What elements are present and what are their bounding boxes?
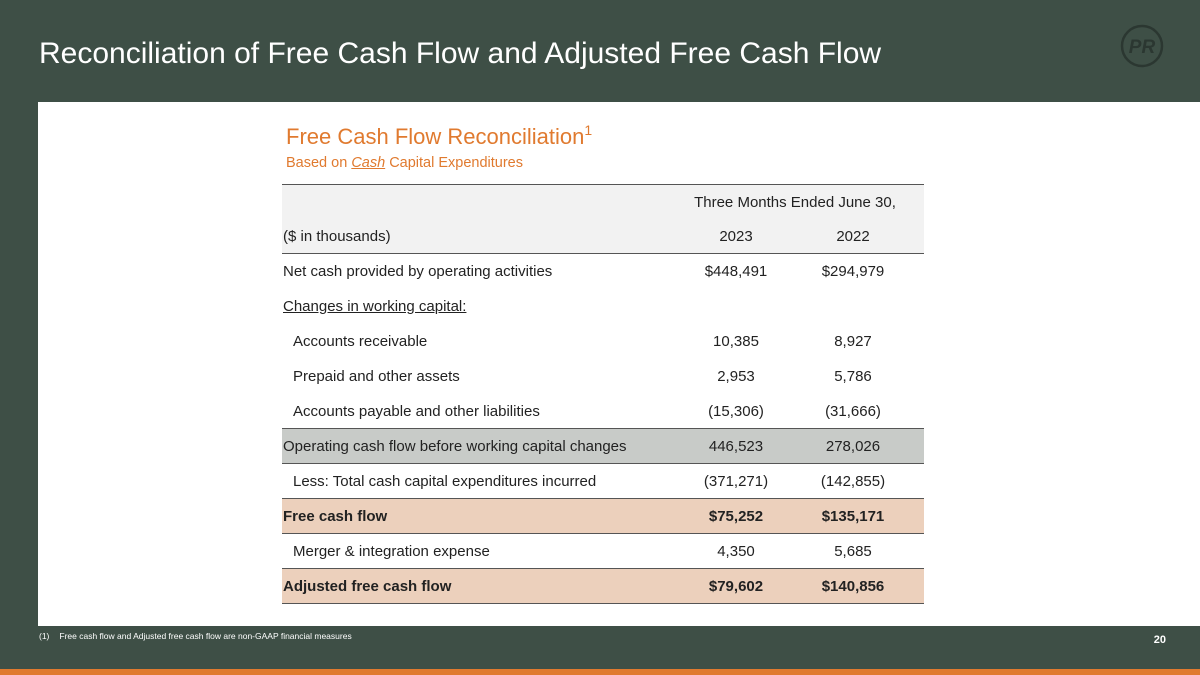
table-row-total: Free cash flow $75,252 $135,171 xyxy=(282,499,924,534)
table-row-subtotal: Operating cash flow before working capital changes 446,523 278,026 xyxy=(282,429,924,464)
table-row: Merger & integration expense 4,350 5,685 xyxy=(282,534,924,569)
table-row: Accounts payable and other liabilities (15,306) (31,666) xyxy=(282,394,924,429)
table-header-years xyxy=(282,219,924,254)
footnote-marker: 1 xyxy=(584,122,593,138)
reconciliation-table xyxy=(282,184,924,604)
unit-label: ($ in thousands) xyxy=(283,228,391,245)
table-row: Less: Total cash capital expenditures incurred (371,271) (142,855) xyxy=(282,464,924,499)
slide-title: Reconciliation of Free Cash Flow and Adjusted Free Cash Flow xyxy=(39,37,882,70)
section-title: Free Cash Flow Reconciliation$^1$ xyxy=(286,122,593,149)
year-header-2022: 2022 xyxy=(836,228,870,245)
company-logo xyxy=(1120,24,1164,68)
table-row: Prepaid and other assets 2,953 5,786 xyxy=(293,368,872,385)
table-header-period xyxy=(282,184,924,219)
section-subtitle: Based on Cash Capital Expenditures xyxy=(286,155,523,171)
table-row-total: Adjusted free cash flow $79,602 $140,856 xyxy=(282,569,924,604)
period-header: Three Months Ended June 30, xyxy=(678,185,912,220)
footnote: (1) Free cash flow and Adjusted free cash flow are non-GAAP financial measures xyxy=(39,631,352,641)
table-row: Accounts receivable 10,385 8,927 xyxy=(293,333,872,350)
table-row: Changes in working capital: xyxy=(283,298,467,315)
svg-text:PR: PR xyxy=(1128,37,1156,58)
year-header-2023: 2023 xyxy=(719,228,753,245)
table-row: Net cash provided by operating activities $448,491 $294,979 xyxy=(283,263,885,280)
bottom-accent-bar xyxy=(0,669,1200,675)
page-number: 20 xyxy=(1153,634,1166,646)
